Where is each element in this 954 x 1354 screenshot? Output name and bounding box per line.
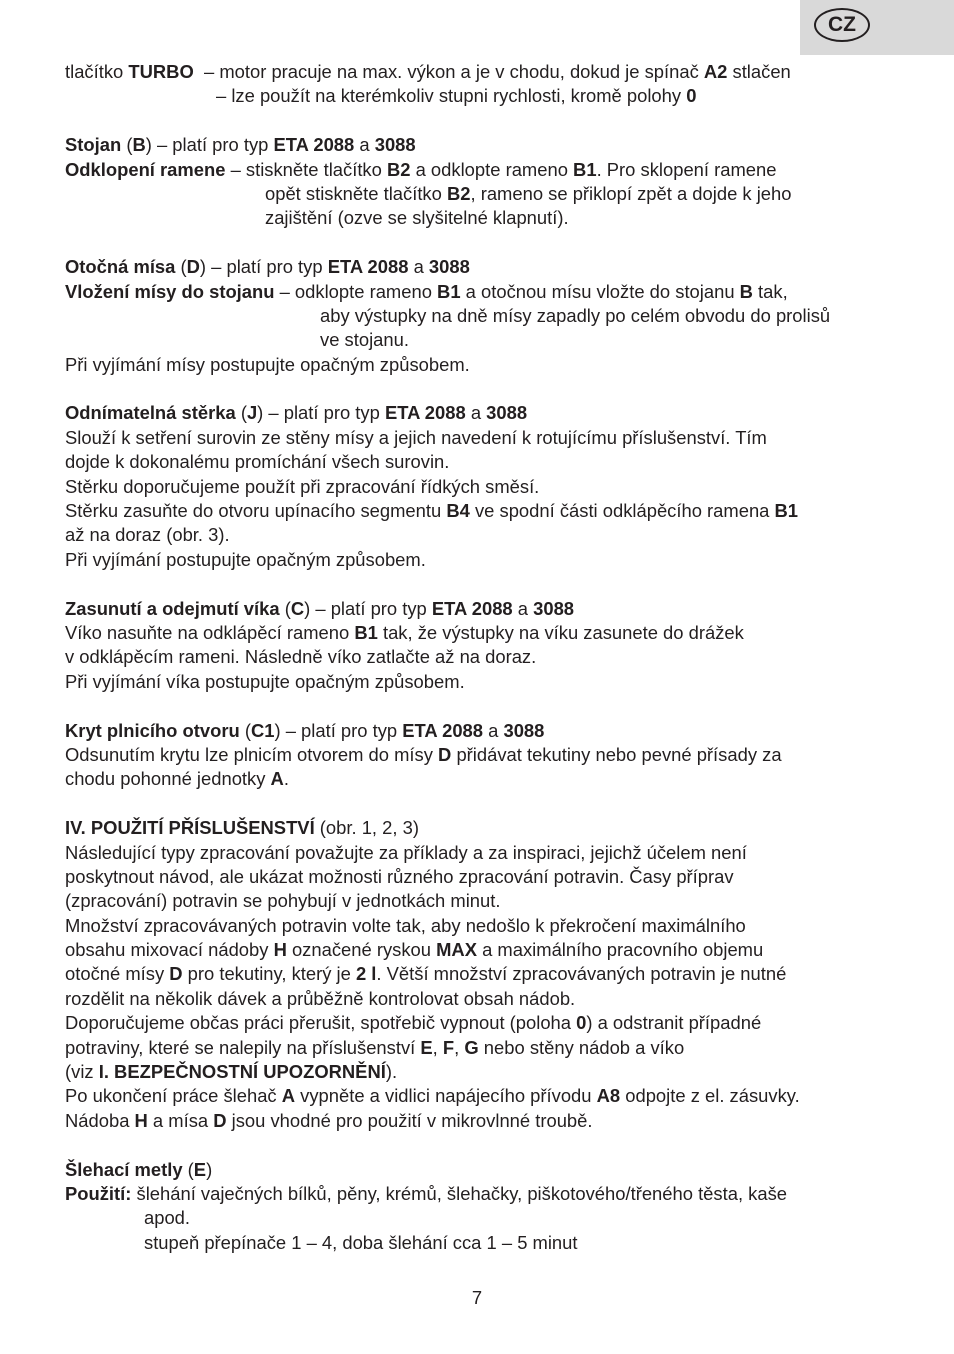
sterka-line-2 xyxy=(65,426,905,450)
bold-text: H xyxy=(273,939,287,961)
bold-text: Použití: xyxy=(65,1182,132,1204)
bold-text: 3088 xyxy=(533,597,575,619)
bold-text: A8 xyxy=(596,1085,621,1107)
bold-text: I. BEZPEČNOSTNÍ UPOZORNĚNÍ xyxy=(98,1061,386,1083)
text-run: ( xyxy=(121,134,133,156)
text-run: pro tekutiny, který je xyxy=(182,963,356,985)
bold-text: F xyxy=(442,1036,455,1058)
text-run: tlačítko xyxy=(65,61,129,82)
sterka-line-4 xyxy=(65,475,905,499)
sterka-line-6 xyxy=(65,523,905,547)
text-run: a xyxy=(483,719,504,741)
bold-text: 0 xyxy=(686,85,697,107)
pouziti-line-3 xyxy=(65,865,905,889)
text-run: – lze použít na kterémkoliv stupni rychlosti, kromě polohy xyxy=(216,85,687,107)
pouziti-line-7 xyxy=(65,962,905,986)
text-run: odpojte z el. zásuvky. xyxy=(620,1085,800,1107)
text-run: a maximálního pracovního objemu xyxy=(476,939,764,961)
text-run: (viz xyxy=(65,1061,99,1083)
bold-text: 2 l xyxy=(355,963,377,985)
bold-text: 3088 xyxy=(486,402,528,424)
sterka-heading xyxy=(65,401,905,425)
text-run: Při vyjímání mísy postupujte opačným způsobem. xyxy=(65,353,470,375)
text-run: Při vyjímání víka postupujte opačným způsobem. xyxy=(65,670,465,692)
text-run: tak, xyxy=(752,280,788,302)
bold-text: ETA 2088 xyxy=(327,256,409,278)
text-run: šlehání vaječných bílků, pěny, krémů, šlehačky, piškotového/třeného těsta, kaše xyxy=(131,1182,788,1204)
text-run: a xyxy=(512,597,534,619)
viko-line-2 xyxy=(65,621,905,645)
bold-text: ETA 2088 xyxy=(384,402,466,424)
text-run: a odklopte rameno xyxy=(410,158,574,180)
bold-text: D xyxy=(213,1109,227,1131)
bold-text: B xyxy=(132,134,146,156)
stojan-line-4 xyxy=(65,206,905,230)
bold-text: A xyxy=(281,1085,296,1107)
pouziti-heading xyxy=(65,816,905,840)
bold-text: 3088 xyxy=(428,256,470,278)
pouziti-line-12 xyxy=(65,1084,905,1108)
metly-heading xyxy=(65,1158,905,1182)
bold-text: Stojan xyxy=(65,134,122,156)
misa-heading xyxy=(65,255,905,279)
misa-line-2 xyxy=(65,280,905,304)
text-run: Odsunutím krytu lze plnicím otvorem do mísy xyxy=(65,743,439,765)
bold-text: Otočná mísa xyxy=(65,256,176,278)
bold-text: B1 xyxy=(437,280,461,302)
bold-text: Odnímatelná stěrka xyxy=(65,402,236,424)
metly-line-3 xyxy=(65,1206,905,1230)
text-run: apod. xyxy=(144,1207,191,1229)
text-run: vypněte a vidlici napájecího přívodu xyxy=(295,1085,597,1107)
text-run: , rameno se přiklopí zpět a dojde k jeho xyxy=(470,182,792,204)
text-run: aby výstupky na dně mísy zapadly po celém obvodu do prolisů xyxy=(320,304,831,326)
text-run: ). xyxy=(385,1061,398,1083)
bold-text: 3088 xyxy=(374,134,416,156)
text-run: Stěrku doporučujeme použít při zpracování řídkých směsí. xyxy=(65,475,540,497)
bold-text: B2 xyxy=(386,158,411,180)
text-run: dojde k dokonalému promíchání všech surovin. xyxy=(65,451,450,473)
text-run: . Pro sklopení ramene xyxy=(596,158,777,180)
bold-text: A xyxy=(270,768,284,790)
text-run: ) – platí pro typ xyxy=(257,402,385,424)
text-run: Následující typy zpracování považujte za příklady a za inspiraci, jejichž účelem není xyxy=(65,841,747,863)
bold-text: D xyxy=(186,256,200,278)
pouziti-line-8 xyxy=(65,987,905,1011)
text-run: Množství zpracovávaných potravin volte tak, aby nedošlo k překročení maximálního xyxy=(65,914,746,936)
kryt-heading xyxy=(65,719,905,743)
text-run: ( xyxy=(279,597,291,619)
text-run: – motor pracuje na max. výkon a je v chodu, dokud je spínač xyxy=(193,61,704,82)
stojan-line-3 xyxy=(65,182,905,206)
turbo-line-1 xyxy=(65,60,905,84)
bold-text: Šlehací metly xyxy=(65,1158,183,1180)
text-run: Stěrku zasuňte do otvoru upínacího segmentu xyxy=(65,500,447,522)
bold-text: G xyxy=(464,1036,479,1058)
bold-text: E xyxy=(420,1036,433,1058)
bold-text: IV. POUŽITÍ PŘÍSLUŠENSTVÍ xyxy=(65,817,315,839)
bold-text: B xyxy=(739,280,753,302)
text-run: – stiskněte tlačítko xyxy=(225,158,387,180)
pouziti-line-10 xyxy=(65,1036,905,1060)
kryt-line-3 xyxy=(65,767,905,791)
page-content xyxy=(65,60,905,1255)
bold-text: C1 xyxy=(250,719,275,741)
bold-text: ETA 2088 xyxy=(273,134,355,156)
text-run: ve spodní části odklápěcího ramena xyxy=(469,500,775,522)
text-run: ( xyxy=(182,1158,194,1180)
text-run: potraviny, které se nalepily na příslušenství xyxy=(65,1036,421,1058)
pouziti-line-13 xyxy=(65,1109,905,1133)
misa-line-4 xyxy=(65,328,905,352)
bold-text: B1 xyxy=(573,158,597,180)
bold-text: B1 xyxy=(774,500,799,522)
sterka-line-5 xyxy=(65,499,905,523)
text-run: . xyxy=(283,768,289,790)
text-run: a xyxy=(465,402,487,424)
bold-text: MAX xyxy=(436,939,477,961)
viko-line-4 xyxy=(65,670,905,694)
text-run: – odklopte rameno xyxy=(274,280,438,302)
stojan-heading xyxy=(65,133,905,157)
bold-text: 0 xyxy=(576,1012,587,1034)
text-run: obsahu mixovací nádoby xyxy=(65,939,274,961)
bold-text: D xyxy=(169,963,183,985)
text-run: ) – platí pro typ xyxy=(304,597,432,619)
text-run: chodu pohonné jednotky xyxy=(65,768,271,790)
language-badge: CZ xyxy=(814,8,870,42)
text-run: a xyxy=(354,134,375,156)
text-run: ) xyxy=(206,1158,213,1180)
text-run: v odklápěcím rameni. Následně víko zatlačte až na doraz. xyxy=(65,646,537,668)
text-run: a xyxy=(408,256,429,278)
text-run: ve stojanu. xyxy=(320,329,409,351)
language-tab xyxy=(800,0,954,55)
bold-text: B4 xyxy=(446,500,470,522)
page-number: 7 xyxy=(471,1287,483,1308)
text-run: , xyxy=(432,1036,443,1058)
text-run: tak, že výstupky na víku zasunete do drážek xyxy=(377,621,744,643)
text-run: ) – platí pro typ xyxy=(145,134,274,156)
text-run: Víko nasuňte na odklápěcí rameno xyxy=(65,621,355,643)
text-run: Slouží k setření surovin ze stěny mísy a jejich navedení k rotujícímu příslušenství. Tím xyxy=(65,426,767,448)
text-run: ) – platí pro typ xyxy=(274,719,403,741)
bold-text: TURBO xyxy=(128,61,194,82)
text-run: ( xyxy=(175,256,187,278)
bold-text: B1 xyxy=(354,621,378,643)
text-run: přidávat tekutiny nebo pevné přísady za xyxy=(451,743,782,765)
turbo-line-2 xyxy=(65,84,905,108)
text-run: nebo stěny nádob a víko xyxy=(478,1036,685,1058)
bold-text: C xyxy=(290,597,305,619)
text-run: až na doraz (obr. 3). xyxy=(65,524,230,546)
text-run: otočné mísy xyxy=(65,963,170,985)
text-run: rozdělit na několik dávek a průběžně kontrolovat obsah nádob. xyxy=(65,987,576,1009)
text-run: , xyxy=(454,1036,465,1058)
text-run: jsou vhodné pro použití v mikrovlnné troubě. xyxy=(226,1109,593,1131)
bold-text: B2 xyxy=(446,182,471,204)
sterka-line-3 xyxy=(65,450,905,474)
misa-line-3 xyxy=(65,304,905,328)
text-run: ) – platí pro typ xyxy=(199,256,328,278)
bold-text: ETA 2088 xyxy=(402,719,484,741)
text-run: Při vyjímání postupujte opačným způsobem. xyxy=(65,548,426,570)
text-run: opět stiskněte tlačítko xyxy=(265,182,447,204)
pouziti-line-4 xyxy=(65,889,905,913)
viko-line-3 xyxy=(65,645,905,669)
kryt-line-2 xyxy=(65,743,905,767)
bold-text: Odklopení ramene xyxy=(65,158,226,180)
text-run: poskytnout návod, ale ukázat možnosti různého zpracování potravin. Časy příprav xyxy=(65,865,734,887)
text-run: označené ryskou xyxy=(286,939,437,961)
misa-line-5 xyxy=(65,353,905,377)
sterka-line-7 xyxy=(65,548,905,572)
text-run: stlačen xyxy=(727,61,791,82)
bold-text: Vložení mísy do stojanu xyxy=(65,280,275,302)
pouziti-line-6 xyxy=(65,938,905,962)
metly-line-4 xyxy=(65,1231,905,1255)
stojan-line-2 xyxy=(65,158,905,182)
bold-text: Kryt plnicího otvoru xyxy=(65,719,240,741)
viko-heading xyxy=(65,597,905,621)
text-run: Po ukončení práce šlehač xyxy=(65,1085,282,1107)
text-run: ( xyxy=(235,402,247,424)
text-run: . Větší množství zpracovávaných potravin je nutné xyxy=(376,963,787,985)
text-run: Doporučujeme občas práci přerušit, spotřebič vypnout (poloha xyxy=(65,1012,577,1034)
bold-text: A2 xyxy=(703,61,728,82)
pouziti-line-11 xyxy=(65,1060,905,1084)
bold-text: ETA 2088 xyxy=(431,597,513,619)
metly-line-2 xyxy=(65,1182,905,1206)
pouziti-line-2 xyxy=(65,841,905,865)
text-run: (obr. 1, 2, 3) xyxy=(314,817,419,839)
text-run: stupeň přepínače 1 – 4, doba šlehání cca 1 – 5 minut xyxy=(144,1231,578,1253)
pouziti-line-5 xyxy=(65,914,905,938)
text-run: ) a odstranit případné xyxy=(586,1012,762,1034)
bold-text: H xyxy=(134,1109,148,1131)
text-run: zajištění (ozve se slyšitelné klapnutí). xyxy=(265,207,569,229)
bold-text: Zasunutí a odejmutí víka xyxy=(65,597,280,619)
text-run: Nádoba xyxy=(65,1109,135,1131)
text-run: ( xyxy=(239,719,251,741)
bold-text: E xyxy=(193,1158,207,1180)
pouziti-line-9 xyxy=(65,1011,905,1035)
bold-text: J xyxy=(246,402,258,424)
text-run: a otočnou mísu vložte do stojanu xyxy=(460,280,740,302)
text-run: a mísa xyxy=(147,1109,214,1131)
text-run: (zpracování) potravin se pohybují v jednotkách minut. xyxy=(65,890,501,912)
bold-text: D xyxy=(438,743,452,765)
bold-text: 3088 xyxy=(503,719,545,741)
